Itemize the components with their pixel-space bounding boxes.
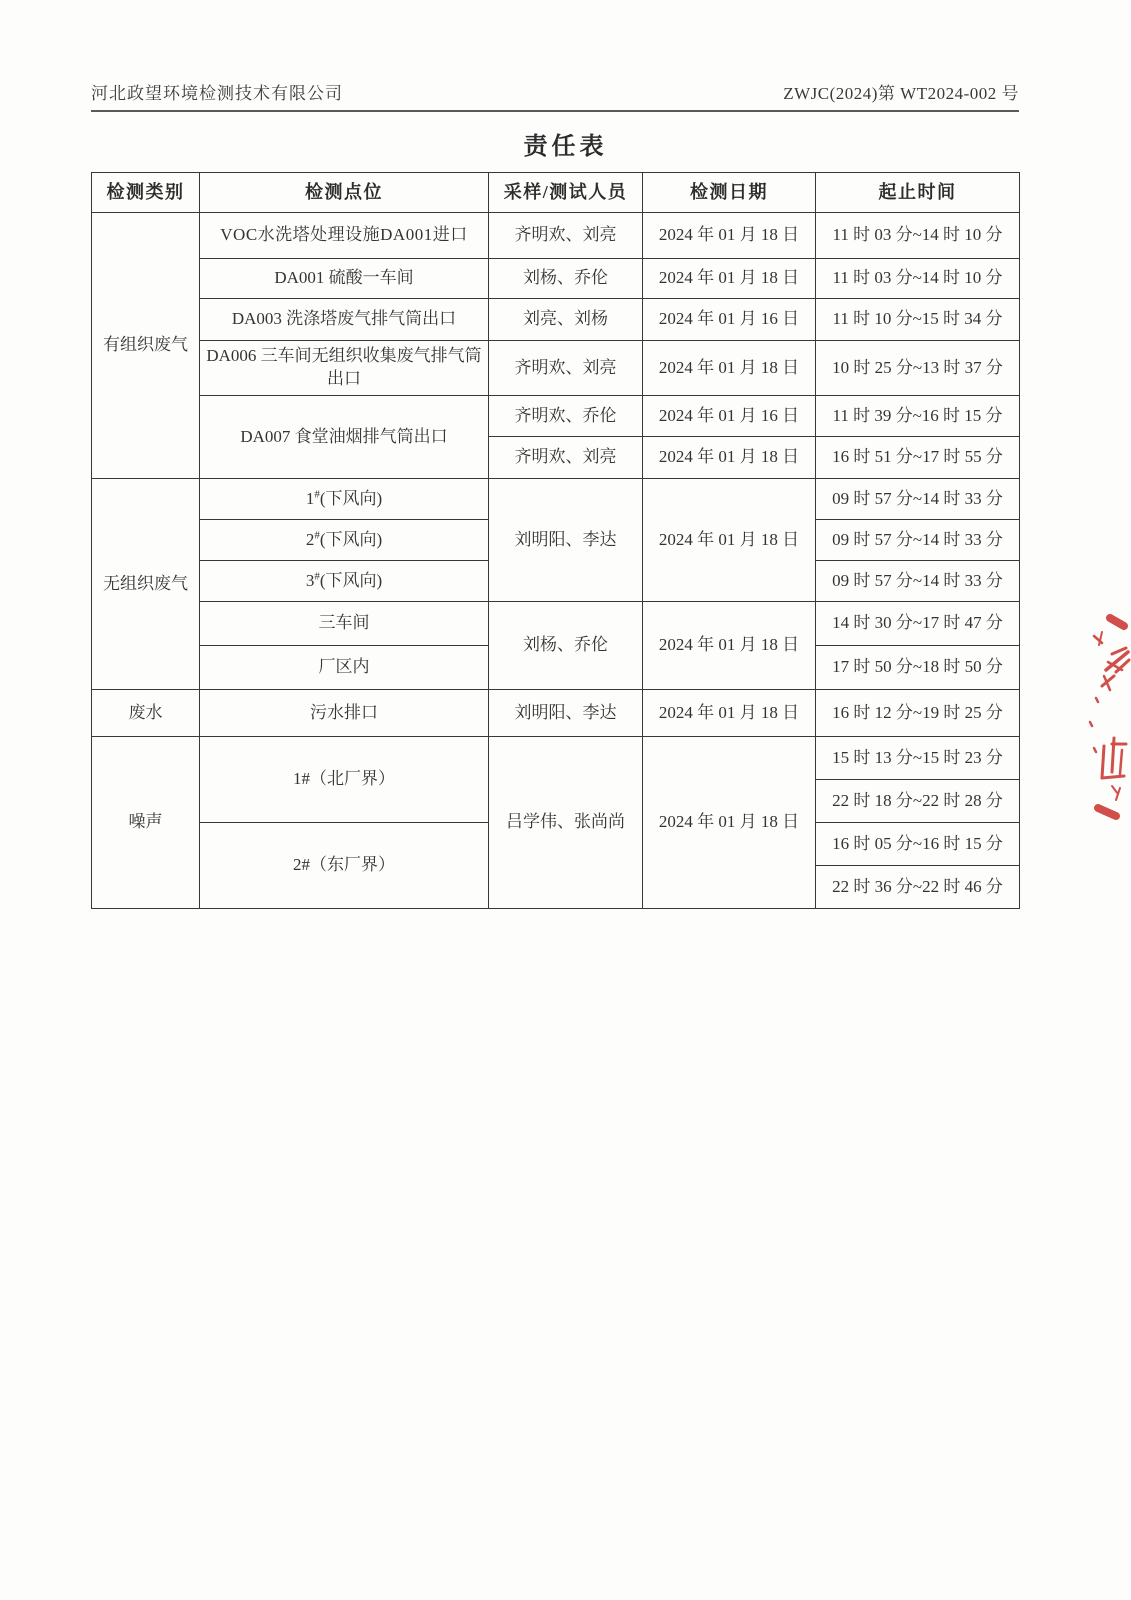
point-cell: 1#（北厂界） [200, 737, 489, 823]
time-cell: 15 时 13 分~15 时 23 分 [816, 737, 1020, 780]
personnel-cell: 刘杨、乔伦 [489, 259, 643, 299]
personnel-cell: 刘明阳、李达 [489, 479, 643, 602]
table-row [92, 396, 1020, 437]
header-category: 检测类别 [92, 173, 200, 213]
date-cell: 2024 年 01 月 18 日 [643, 213, 816, 259]
time-cell: 22 时 36 分~22 时 46 分 [816, 866, 1020, 909]
point-cell: VOC水洗塔处理设施DA001进口 [200, 213, 489, 259]
table-row [92, 602, 1020, 646]
personnel-cell: 齐明欢、刘亮 [489, 213, 643, 259]
category-cell: 无组织废气 [92, 479, 200, 690]
date-cell: 2024 年 01 月 18 日 [643, 602, 816, 690]
date-cell: 2024 年 01 月 18 日 [643, 479, 816, 602]
point-cell [200, 520, 489, 561]
table-header-row [92, 173, 1020, 213]
category-cell: 有组织废气 [92, 213, 200, 479]
page-title: 责任表 [523, 134, 608, 160]
point-cell: 三车间 [200, 602, 489, 646]
time-cell: 11 时 10 分~15 时 34 分 [816, 299, 1020, 341]
time-cell: 22 时 18 分~22 时 28 分 [816, 780, 1020, 823]
date-cell: 2024 年 01 月 18 日 [643, 690, 816, 737]
personnel-cell: 刘亮、刘杨 [489, 299, 643, 341]
time-cell: 09 时 57 分~14 时 33 分 [816, 520, 1020, 561]
personnel-cell: 吕学伟、张尚尚 [489, 737, 643, 909]
table-row [92, 259, 1020, 299]
point-superscript: # [314, 569, 320, 582]
document-number: ZWJC(2024)第 WT2024-002 号 [783, 84, 1019, 103]
point-label: (下风向) [319, 488, 383, 508]
header-point: 检测点位 [200, 173, 489, 213]
time-cell: 14 时 30 分~17 时 47 分 [816, 602, 1020, 646]
point-cell [200, 479, 489, 520]
date-cell: 2024 年 01 月 16 日 [643, 396, 816, 437]
table-row [92, 690, 1020, 737]
table-row [92, 213, 1020, 259]
point-cell: 污水排口 [200, 690, 489, 737]
time-cell: 16 时 12 分~19 时 25 分 [816, 690, 1020, 737]
personnel-cell: 齐明欢、刘亮 [489, 437, 643, 479]
point-superscript: # [314, 487, 320, 500]
point-superscript: # [314, 528, 320, 541]
time-cell: 16 时 51 分~17 时 55 分 [816, 437, 1020, 479]
responsibility-table [91, 172, 1020, 909]
point-number: 3 [305, 570, 315, 590]
time-cell: 16 时 05 分~16 时 15 分 [816, 823, 1020, 866]
category-cell: 噪声 [92, 737, 200, 909]
document-header [91, 82, 1019, 112]
time-cell: 11 时 39 分~16 时 15 分 [816, 396, 1020, 437]
personnel-cell: 齐明欢、乔伦 [489, 396, 643, 437]
point-cell: DA003 洗涤塔废气排气筒出口 [200, 299, 489, 341]
company-name: 河北政望环境检测技术有限公司 [91, 84, 343, 103]
header-date: 检测日期 [643, 173, 816, 213]
table-row [92, 737, 1020, 780]
table-row [92, 341, 1020, 396]
personnel-cell: 刘杨、乔伦 [489, 602, 643, 690]
date-cell: 2024 年 01 月 18 日 [643, 737, 816, 909]
table-row [92, 479, 1020, 520]
table-row [92, 299, 1020, 341]
time-cell: 11 时 03 分~14 时 10 分 [816, 213, 1020, 259]
point-label: (下风向) [319, 529, 383, 549]
red-stamp-fragment [1072, 610, 1131, 822]
time-cell: 09 时 57 分~14 时 33 分 [816, 479, 1020, 520]
point-cell: DA007 食堂油烟排气筒出口 [200, 396, 489, 479]
header-time: 起止时间 [816, 173, 1020, 213]
time-cell: 09 时 57 分~14 时 33 分 [816, 561, 1020, 602]
point-number: 1 [305, 488, 315, 508]
time-cell: 10 时 25 分~13 时 37 分 [816, 341, 1020, 396]
point-number: 2 [305, 529, 315, 549]
category-cell: 废水 [92, 690, 200, 737]
date-cell: 2024 年 01 月 18 日 [643, 437, 816, 479]
header-personnel: 采样/测试人员 [489, 173, 643, 213]
personnel-cell: 刘明阳、李达 [489, 690, 643, 737]
point-cell: DA006 三车间无组织收集废气排气筒出口 [200, 341, 489, 396]
point-cell: 2#（东厂界） [200, 823, 489, 909]
point-label: (下风向) [319, 570, 383, 590]
point-cell [200, 561, 489, 602]
point-cell: DA001 硫酸一车间 [200, 259, 489, 299]
time-cell: 11 时 03 分~14 时 10 分 [816, 259, 1020, 299]
date-cell: 2024 年 01 月 18 日 [643, 259, 816, 299]
point-cell: 厂区内 [200, 646, 489, 690]
date-cell: 2024 年 01 月 16 日 [643, 299, 816, 341]
personnel-cell: 齐明欢、刘亮 [489, 341, 643, 396]
date-cell: 2024 年 01 月 18 日 [643, 341, 816, 396]
time-cell: 17 时 50 分~18 时 50 分 [816, 646, 1020, 690]
